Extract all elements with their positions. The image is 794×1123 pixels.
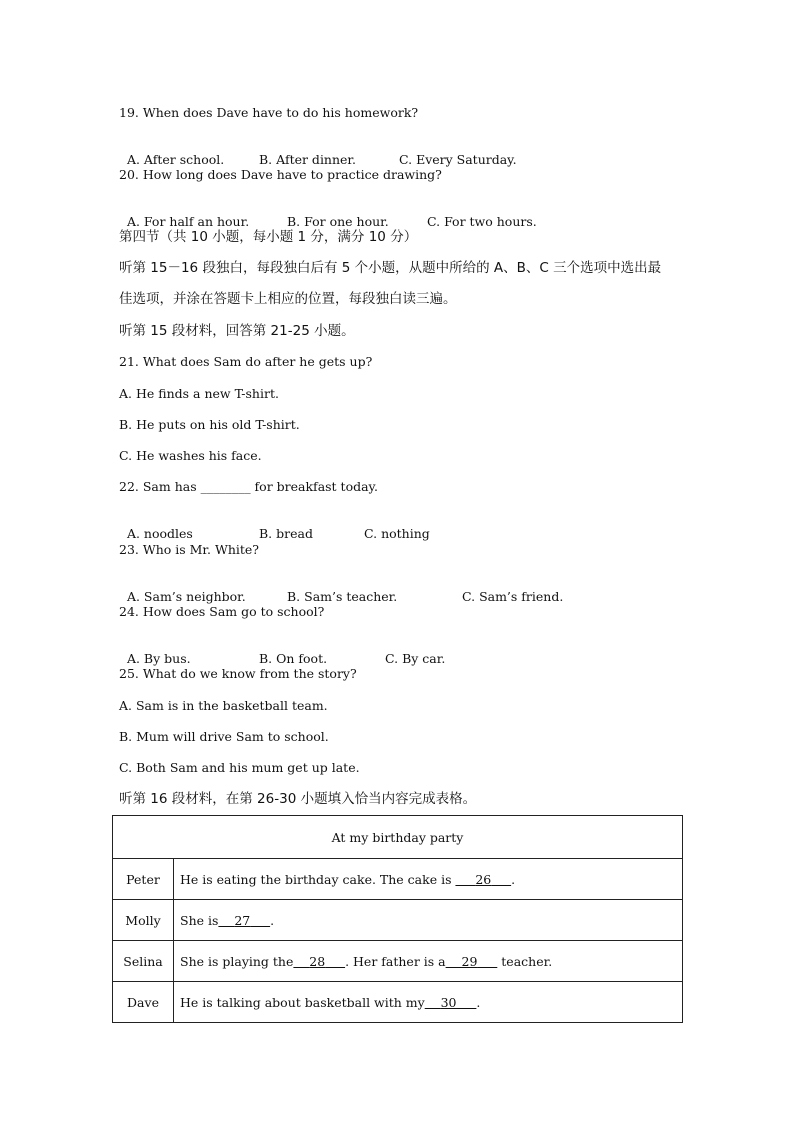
row-content: She is 27 . bbox=[174, 900, 683, 941]
row-name: Peter bbox=[113, 859, 174, 900]
section-instructions-line2: 佳选项，并涂在答题卡上相应的位置，每段独白读三遍。 bbox=[119, 291, 457, 307]
table-row bbox=[113, 941, 683, 982]
question-25: 25. What do we know from the story? bbox=[119, 666, 357, 681]
question-19: 19. When does Dave have to do his homework? bbox=[119, 105, 419, 120]
option-21-c: C. He washes his face. bbox=[119, 448, 262, 463]
option-a: A. After school. bbox=[126, 152, 225, 167]
table-row bbox=[113, 859, 683, 900]
option-a: A. Sam’s neighbor. bbox=[126, 589, 246, 604]
option-c: C. Sam’s friend. bbox=[462, 589, 564, 604]
option-a: A. By bus. bbox=[126, 651, 191, 666]
material-16-heading: 听第 16 段材料，在第 26-30 小题填入恰当内容完成表格。 bbox=[119, 791, 477, 807]
option-c: C. For two hours. bbox=[427, 214, 537, 229]
question-22: 22. Sam has ________ for breakfast today. bbox=[119, 479, 378, 494]
option-c: C. Every Saturday. bbox=[399, 152, 517, 167]
birthday-party-table bbox=[112, 815, 683, 1023]
answer-blank-30[interactable]: 30 bbox=[440, 994, 457, 1010]
option-b: B. On foot. bbox=[259, 651, 328, 666]
options-24 bbox=[119, 635, 446, 667]
answer-blank-28[interactable]: 28 bbox=[309, 953, 326, 969]
answer-blank-26[interactable]: 26 bbox=[475, 871, 492, 887]
section-title: 第四节（共 10 小题，每小题 1 分，满分 10 分） bbox=[119, 229, 418, 245]
section-instructions-line1: 听第 15－16 段独白，每段独白后有 5 个小题，从题中所给的 A、B、C 三个选项中选出最 bbox=[119, 260, 662, 276]
options-22 bbox=[119, 510, 430, 542]
option-a: A. For half an hour. bbox=[126, 214, 250, 229]
question-21: 21. What does Sam do after he gets up? bbox=[119, 354, 373, 369]
row-name: Molly bbox=[113, 900, 174, 941]
option-c: C. By car. bbox=[385, 651, 446, 666]
option-21-b: B. He puts on his old T-shirt. bbox=[119, 417, 300, 432]
option-a: A. noodles bbox=[126, 526, 193, 541]
material-15-heading: 听第 15 段材料，回答第 21-25 小题。 bbox=[119, 323, 355, 339]
answer-blank-27[interactable]: 27 bbox=[234, 912, 251, 928]
table-row bbox=[113, 900, 683, 941]
question-20: 20. How long does Dave have to practice drawing? bbox=[119, 167, 442, 182]
option-21-a: A. He finds a new T-shirt. bbox=[119, 386, 279, 401]
option-c: C. nothing bbox=[364, 526, 430, 541]
option-b: B. bread bbox=[259, 526, 313, 541]
table-header: At my birthday party bbox=[113, 816, 683, 859]
answer-blank-29[interactable]: 29 bbox=[461, 953, 478, 969]
question-24: 24. How does Sam go to school? bbox=[119, 604, 325, 619]
option-25-b: B. Mum will drive Sam to school. bbox=[119, 729, 329, 744]
row-content: He is talking about basketball with my 30 . bbox=[174, 982, 683, 1023]
option-b: B. After dinner. bbox=[259, 152, 357, 167]
options-19 bbox=[119, 136, 517, 168]
option-25-a: A. Sam is in the basketball team. bbox=[119, 698, 328, 713]
option-b: B. Sam’s teacher. bbox=[287, 589, 398, 604]
options-20 bbox=[119, 198, 537, 230]
options-23 bbox=[119, 573, 564, 605]
question-23: 23. Who is Mr. White? bbox=[119, 542, 260, 557]
option-b: B. For one hour. bbox=[287, 214, 389, 229]
row-name: Dave bbox=[113, 982, 174, 1023]
row-name: Selina bbox=[113, 941, 174, 982]
row-content: He is eating the birthday cake. The cake is 26 . bbox=[174, 859, 683, 900]
row-content: She is playing the 28 . Her father is a 29 teacher. bbox=[174, 941, 683, 982]
table-row bbox=[113, 982, 683, 1023]
option-25-c: C. Both Sam and his mum get up late. bbox=[119, 760, 360, 775]
